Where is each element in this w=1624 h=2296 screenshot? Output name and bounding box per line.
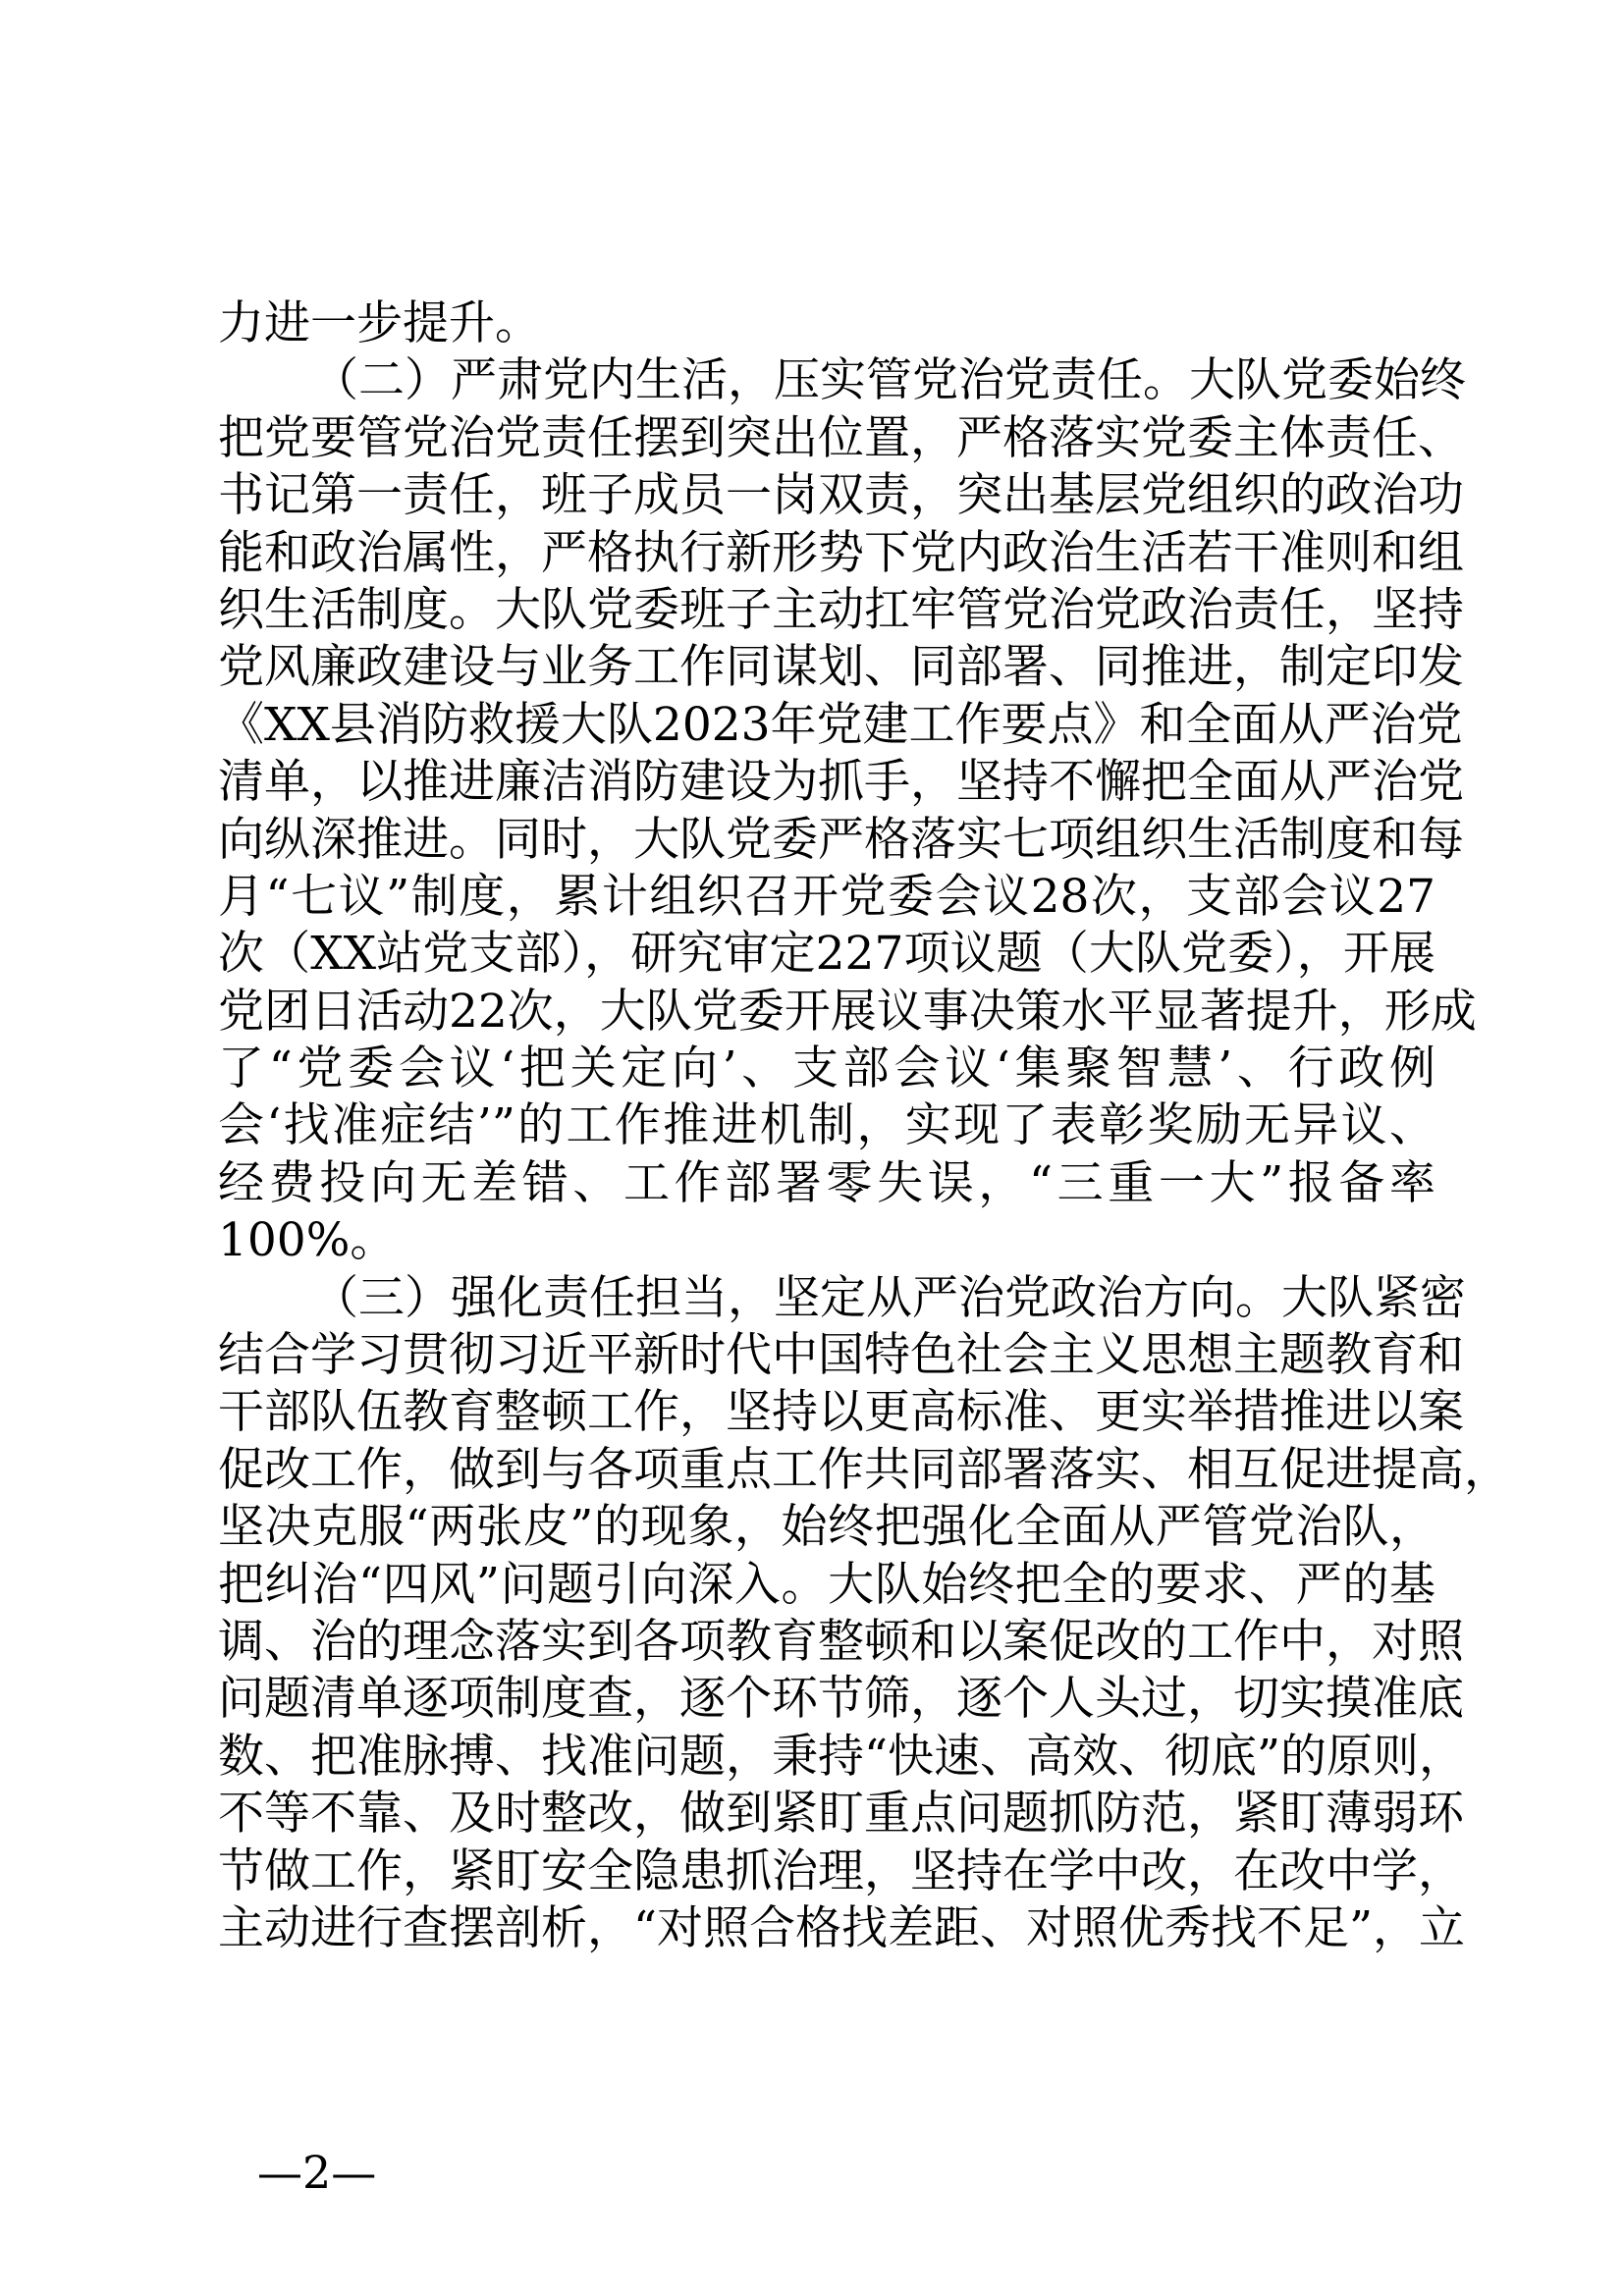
text-line: 主动进行查摆剖析，“对照合格找差距、对照优秀找不足”，立 <box>218 1900 1466 1955</box>
page-number: —2— <box>257 2146 377 2199</box>
text-line: 经费投向无差错、工作部署零失误，“三重一大”报备率 <box>218 1155 1435 1210</box>
text-line: 向纵深推进。同时，大队党委严格落实七项组织生活制度和每 <box>218 812 1464 867</box>
text-line: （三）强化责任担当，坚定从严治党政治方向。大队紧密 <box>312 1270 1466 1325</box>
text-line: 《XX县消防救援大队2023年党建工作要点》和全面从严治党 <box>218 697 1463 752</box>
text-line: 结合学习贯彻习近平新时代中国特色社会主义思想主题教育和 <box>218 1328 1464 1383</box>
text-line: 清单，以推进廉洁消防建设为抓手，坚持不懈把全面从严治党 <box>218 755 1464 810</box>
text-line: 干部队伍教育整顿工作，坚持以更高标准、更实举措推进以案 <box>218 1385 1464 1440</box>
text-line: 不等不靠、及时整改，做到紧盯重点问题抓防范，紧盯薄弱环 <box>218 1787 1464 1842</box>
text-line: 坚决克服“两张皮”的现象，始终把强化全面从严管党治队， <box>218 1500 1435 1555</box>
text-line: 党团日活动22次，大队党委开展议事决策水平显著提升，形成 <box>218 984 1477 1039</box>
text-line: 调、治的理念落实到各项教育整顿和以案促改的工作中，对照 <box>218 1614 1464 1669</box>
body-text <box>218 295 1510 1957</box>
text-line: 把党要管党治党责任摆到突出位置，严格落实党委主体责任、 <box>218 410 1464 465</box>
text-line: 数、把准脉搏、找准问题，秉持“快速、高效、彻底”的原则， <box>218 1729 1466 1784</box>
text-line: 促改工作，做到与各项重点工作共同部署落实、相互促进提高， <box>218 1442 1510 1497</box>
text-line: 次（XX站党支部），研究审定227项议题（大队党委），开展 <box>218 927 1435 982</box>
text-line: 力进一步提升。 <box>218 296 541 350</box>
text-line: 织生活制度。大队党委班子主动扛牢管党治党政治责任，坚持 <box>218 582 1464 637</box>
text-line: 问题清单逐项制度查，逐个环节筛，逐个人头过，切实摸准底 <box>218 1672 1464 1727</box>
text-line: 会‘找准症结’”的工作推进机制，实现了表彰奖励无异议、 <box>218 1098 1435 1153</box>
text-line: 月“七议”制度，累计组织召开党委会议28次，支部会议27 <box>218 869 1435 924</box>
text-line: 能和政治属性，严格执行新形势下党内政治生活若干准则和组 <box>218 525 1464 580</box>
text-line: 把纠治“四风”问题引向深入。大队始终把全的要求、严的基 <box>218 1557 1435 1612</box>
text-line: 100%。 <box>218 1213 397 1268</box>
text-line: （二）严肃党内生活，压实管党治党责任。大队党委始终 <box>312 353 1466 408</box>
text-line: 了“党委会议‘把关定向’、支部会议‘集聚智慧’、行政例 <box>218 1041 1435 1096</box>
text-line: 书记第一责任，班子成员一岗双责，突出基层党组织的政治功 <box>218 468 1464 523</box>
text-line: 党风廉政建设与业务工作同谋划、同部署、同推进，制定印发 <box>218 640 1464 695</box>
text-line: 节做工作，紧盯安全隐患抓治理，坚持在学中改，在改中学， <box>218 1843 1464 1898</box>
